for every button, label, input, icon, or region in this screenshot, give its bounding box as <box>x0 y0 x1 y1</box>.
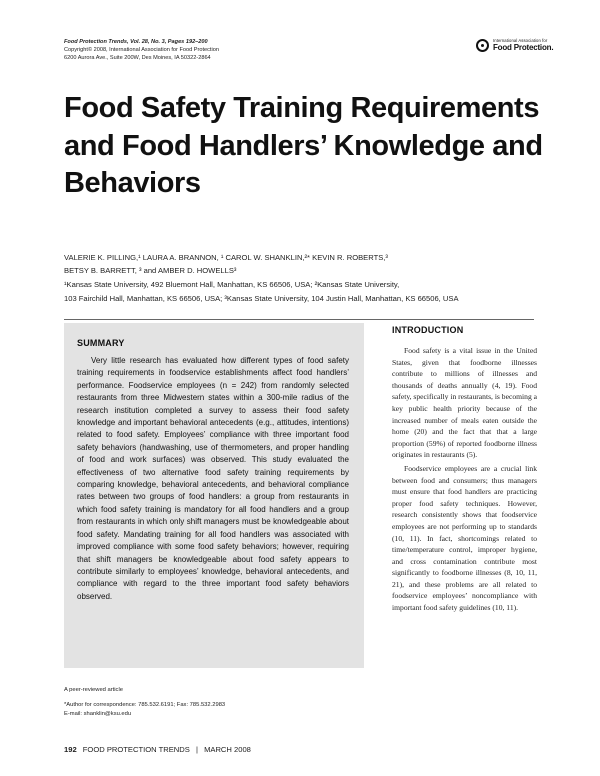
footer-journal: FOOD PROTECTION TRENDS <box>82 745 190 754</box>
affiliation-line-2: 103 Fairchild Hall, Manhattan, KS 66506, USA; ³Kansas State University, 104 Justin Hall, Manhattan, KS 66506, USA <box>64 294 459 303</box>
summary-text: Very little research has evaluated how different types of food safety training requirements in foodservice establishments affect food handlers’ performance. Foodservice employees (n = 242) from randomly selected restaurants from three Midwestern states within a 300-mile radius of the research institution completed a survey to assess their food safety knowledge and important behavioral antecedents (e.g., attitudes, intentions) related to food safety. Employees’ compliance with three important food safety behaviors (handwashing, use of thermometers, and proper handling of food and work surfaces) was observed. This study evaluated the effectiveness of two alternative food safety training requirements by comparing knowledge, behavioral antecedents, and behavioral compliance rates between two groups of food handlers: a group from restaurants in which food safety training is mandatory for all food handlers and a group from restaurants in which only shift managers must be knowledgeable about food safety. Mandating training for all food handlers was associated with improved compliance with some food safety behaviors; however, requiring that shift managers be knowledgeable about food safety appears to contribute similarly to employees’ knowledge, behavioral antecedents, and compliance with regard to the three important food safety behaviors observed. <box>77 356 349 601</box>
introduction-heading: INTRODUCTION <box>392 325 464 335</box>
journal-header <box>64 38 384 62</box>
divider-rule <box>64 319 534 320</box>
author-list <box>64 251 564 277</box>
article-title: Food Safety Training Requirements and Food Handlers’ Knowledge and Behaviors <box>64 92 543 199</box>
iafp-logo <box>476 37 554 57</box>
affiliation-line-1: ¹Kansas State University, 492 Bluemont Hall, Manhattan, KS 66506, USA; ²Kansas State University, <box>64 280 400 289</box>
affiliations <box>64 278 564 306</box>
correspondence-note: *Author for correspondence: 785.532.6191; Fax: 785.532.2983 <box>64 701 226 708</box>
summary-heading: SUMMARY <box>77 338 125 348</box>
intro-paragraph-1: Food safety is a vital issue in the United States, given that foodborne illnesses contribute to millions of illnesses and thousands of deaths annually (4, 19). Food safety, specifically in restaurants, is becoming a key public health priority because of the increased number of meals eaten outside the home (20) and the fact that that a large proportion (59%) of reported foodborne illness originates in restaurants (5). <box>392 346 538 460</box>
page-number: 192 <box>64 745 77 754</box>
page-footer <box>64 745 364 754</box>
authors-line-1: VALERIE K. PILLING,¹ LAURA A. BRANNON, ¹ CAROL W. SHANKLIN,²* KEVIN R. ROBERTS,³ <box>64 253 388 262</box>
email-note: E-mail: shanklin@ksu.edu <box>64 711 132 718</box>
copyright-line: Copyright© 2008, International Association for Food Protection <box>64 47 219 53</box>
publisher-address: 6200 Aurora Ave., Suite 200W, Des Moines, IA 50322-2864 <box>64 55 211 61</box>
journal-citation: Food Protection Trends, Vol. 28, No. 3, Pages 192–200 <box>64 39 208 45</box>
logo-main-text: Food Protection. <box>493 43 554 52</box>
intro-paragraph-2: Foodservice employees are a crucial link between food and consumers; thus managers must ensure that food handlers are practicing proper food safety techniques. However, research consistently shows that foodservice employees are not performing up to standards (10, 11). In fact, shortcomings related to time/temperature control, improper hygiene, and cross contamination contribute most significantly to foodborne illnesses (8, 10, 11, 21), and these problems are all related to foodservice employees’ noncompliance with important food safety guidelines (10, 11). <box>392 463 537 613</box>
peer-review-note: A peer-reviewed article <box>64 687 123 693</box>
iafp-logo-icon <box>476 39 489 52</box>
footer-date: MARCH 2008 <box>204 745 251 754</box>
authors-line-2: BETSY B. BARRETT, ³ and AMBER D. HOWELLS³ <box>64 266 237 275</box>
footer-separator: | <box>195 745 198 754</box>
logo-small-text: International Association for <box>493 38 548 43</box>
introduction-body <box>392 345 537 616</box>
footnotes <box>64 686 364 720</box>
